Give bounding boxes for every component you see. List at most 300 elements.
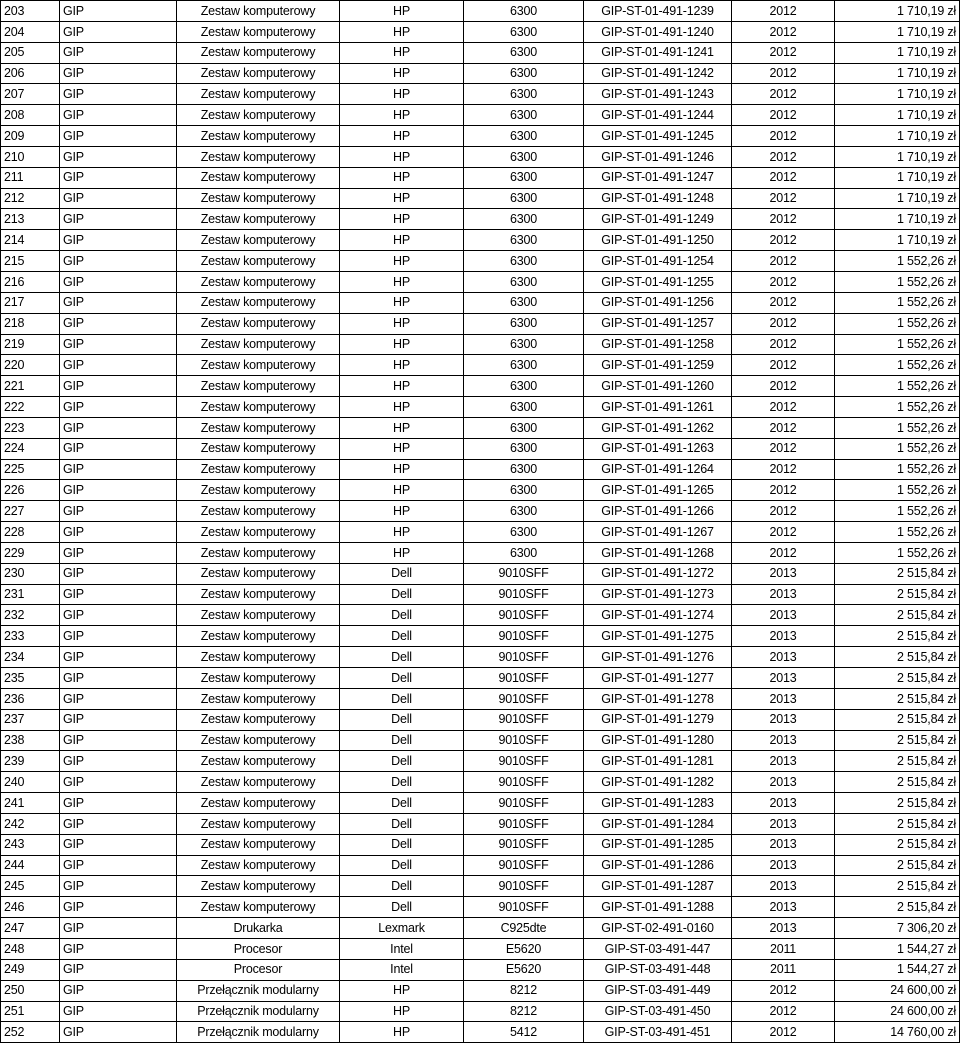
- year-cell: 2012: [732, 21, 835, 42]
- value-cell: 1 710,19 zł: [835, 126, 960, 147]
- model-cell: 9010SFF: [464, 647, 584, 668]
- table-row: [1, 126, 960, 147]
- year-cell: 2012: [732, 63, 835, 84]
- item-name-cell: Zestaw komputerowy: [177, 230, 340, 251]
- value-cell: 1 552,26 zł: [835, 438, 960, 459]
- model-cell: 6300: [464, 438, 584, 459]
- row-number-cell: 243: [1, 834, 60, 855]
- table-row: [1, 230, 960, 251]
- year-cell: 2013: [732, 813, 835, 834]
- unit-cell: GIP: [60, 501, 177, 522]
- unit-cell: GIP: [60, 918, 177, 939]
- inventory-number-cell: GIP-ST-01-491-1277: [584, 668, 732, 689]
- manufacturer-cell: HP: [340, 21, 464, 42]
- manufacturer-cell: Dell: [340, 897, 464, 918]
- manufacturer-cell: HP: [340, 230, 464, 251]
- inventory-number-cell: GIP-ST-01-491-1285: [584, 834, 732, 855]
- table-row: [1, 63, 960, 84]
- manufacturer-cell: HP: [340, 376, 464, 397]
- model-cell: 6300: [464, 84, 584, 105]
- unit-cell: GIP: [60, 647, 177, 668]
- year-cell: 2012: [732, 1001, 835, 1022]
- manufacturer-cell: Dell: [340, 793, 464, 814]
- manufacturer-cell: HP: [340, 334, 464, 355]
- row-number-cell: 226: [1, 480, 60, 501]
- inventory-number-cell: GIP-ST-03-491-447: [584, 938, 732, 959]
- table-row: [1, 105, 960, 126]
- item-name-cell: Zestaw komputerowy: [177, 688, 340, 709]
- value-cell: 1 710,19 zł: [835, 42, 960, 63]
- value-cell: 1 552,26 zł: [835, 376, 960, 397]
- model-cell: 6300: [464, 397, 584, 418]
- manufacturer-cell: Dell: [340, 813, 464, 834]
- year-cell: 2012: [732, 209, 835, 230]
- model-cell: 6300: [464, 522, 584, 543]
- row-number-cell: 237: [1, 709, 60, 730]
- manufacturer-cell: HP: [340, 1022, 464, 1043]
- year-cell: 2012: [732, 292, 835, 313]
- model-cell: 6300: [464, 21, 584, 42]
- table-row: [1, 730, 960, 751]
- manufacturer-cell: Dell: [340, 668, 464, 689]
- row-number-cell: 247: [1, 918, 60, 939]
- value-cell: 1 552,26 zł: [835, 501, 960, 522]
- item-name-cell: Zestaw komputerowy: [177, 855, 340, 876]
- manufacturer-cell: HP: [340, 251, 464, 272]
- model-cell: 6300: [464, 209, 584, 230]
- inventory-number-cell: GIP-ST-01-491-1259: [584, 355, 732, 376]
- unit-cell: GIP: [60, 209, 177, 230]
- manufacturer-cell: HP: [340, 126, 464, 147]
- row-number-cell: 206: [1, 63, 60, 84]
- inventory-number-cell: GIP-ST-01-491-1262: [584, 417, 732, 438]
- year-cell: 2013: [732, 834, 835, 855]
- model-cell: 9010SFF: [464, 897, 584, 918]
- item-name-cell: Przełącznik modularny: [177, 1001, 340, 1022]
- row-number-cell: 249: [1, 959, 60, 980]
- unit-cell: GIP: [60, 417, 177, 438]
- year-cell: 2013: [732, 584, 835, 605]
- manufacturer-cell: HP: [340, 480, 464, 501]
- year-cell: 2012: [732, 334, 835, 355]
- table-row: [1, 501, 960, 522]
- manufacturer-cell: Dell: [340, 834, 464, 855]
- year-cell: 2013: [732, 709, 835, 730]
- year-cell: 2012: [732, 42, 835, 63]
- manufacturer-cell: Dell: [340, 876, 464, 897]
- item-name-cell: Zestaw komputerowy: [177, 146, 340, 167]
- year-cell: 2012: [732, 84, 835, 105]
- year-cell: 2013: [732, 647, 835, 668]
- row-number-cell: 238: [1, 730, 60, 751]
- row-number-cell: 250: [1, 980, 60, 1001]
- model-cell: 9010SFF: [464, 668, 584, 689]
- item-name-cell: Zestaw komputerowy: [177, 876, 340, 897]
- table-row: [1, 1001, 960, 1022]
- row-number-cell: 245: [1, 876, 60, 897]
- item-name-cell: Zestaw komputerowy: [177, 480, 340, 501]
- year-cell: 2012: [732, 146, 835, 167]
- inventory-number-cell: GIP-ST-01-491-1257: [584, 313, 732, 334]
- row-number-cell: 230: [1, 563, 60, 584]
- inventory-number-cell: GIP-ST-01-491-1276: [584, 647, 732, 668]
- row-number-cell: 210: [1, 146, 60, 167]
- item-name-cell: Przełącznik modularny: [177, 980, 340, 1001]
- manufacturer-cell: Intel: [340, 959, 464, 980]
- table-row: [1, 563, 960, 584]
- unit-cell: GIP: [60, 959, 177, 980]
- row-number-cell: 213: [1, 209, 60, 230]
- year-cell: 2013: [732, 751, 835, 772]
- item-name-cell: Zestaw komputerowy: [177, 105, 340, 126]
- value-cell: 1 552,26 zł: [835, 334, 960, 355]
- table-row: [1, 251, 960, 272]
- value-cell: 2 515,84 zł: [835, 772, 960, 793]
- manufacturer-cell: HP: [340, 146, 464, 167]
- inventory-number-cell: GIP-ST-01-491-1288: [584, 897, 732, 918]
- year-cell: 2013: [732, 730, 835, 751]
- unit-cell: GIP: [60, 376, 177, 397]
- item-name-cell: Drukarka: [177, 918, 340, 939]
- value-cell: 1 552,26 zł: [835, 522, 960, 543]
- row-number-cell: 239: [1, 751, 60, 772]
- unit-cell: GIP: [60, 313, 177, 334]
- model-cell: 6300: [464, 376, 584, 397]
- unit-cell: GIP: [60, 688, 177, 709]
- year-cell: 2012: [732, 105, 835, 126]
- item-name-cell: Zestaw komputerowy: [177, 438, 340, 459]
- year-cell: 2013: [732, 688, 835, 709]
- value-cell: 14 760,00 zł: [835, 1022, 960, 1043]
- row-number-cell: 222: [1, 397, 60, 418]
- unit-cell: GIP: [60, 876, 177, 897]
- year-cell: 2012: [732, 271, 835, 292]
- year-cell: 2012: [732, 417, 835, 438]
- value-cell: 1 552,26 zł: [835, 480, 960, 501]
- item-name-cell: Zestaw komputerowy: [177, 668, 340, 689]
- value-cell: 1 552,26 zł: [835, 271, 960, 292]
- row-number-cell: 223: [1, 417, 60, 438]
- item-name-cell: Zestaw komputerowy: [177, 126, 340, 147]
- value-cell: 24 600,00 zł: [835, 980, 960, 1001]
- unit-cell: GIP: [60, 751, 177, 772]
- inventory-number-cell: GIP-ST-01-491-1261: [584, 397, 732, 418]
- model-cell: C925dte: [464, 918, 584, 939]
- item-name-cell: Procesor: [177, 938, 340, 959]
- year-cell: 2012: [732, 313, 835, 334]
- item-name-cell: Zestaw komputerowy: [177, 605, 340, 626]
- inventory-number-cell: GIP-ST-01-491-1258: [584, 334, 732, 355]
- table-row: [1, 480, 960, 501]
- manufacturer-cell: HP: [340, 167, 464, 188]
- value-cell: 2 515,84 zł: [835, 897, 960, 918]
- value-cell: 2 515,84 zł: [835, 730, 960, 751]
- item-name-cell: Procesor: [177, 959, 340, 980]
- value-cell: 2 515,84 zł: [835, 626, 960, 647]
- inventory-number-cell: GIP-ST-01-491-1249: [584, 209, 732, 230]
- item-name-cell: Zestaw komputerowy: [177, 563, 340, 584]
- item-name-cell: Zestaw komputerowy: [177, 63, 340, 84]
- row-number-cell: 240: [1, 772, 60, 793]
- unit-cell: GIP: [60, 105, 177, 126]
- model-cell: 6300: [464, 501, 584, 522]
- inventory-number-cell: GIP-ST-02-491-0160: [584, 918, 732, 939]
- manufacturer-cell: HP: [340, 42, 464, 63]
- model-cell: 9010SFF: [464, 626, 584, 647]
- inventory-number-cell: GIP-ST-01-491-1243: [584, 84, 732, 105]
- item-name-cell: Zestaw komputerowy: [177, 584, 340, 605]
- value-cell: 1 552,26 zł: [835, 542, 960, 563]
- inventory-number-cell: GIP-ST-01-491-1267: [584, 522, 732, 543]
- value-cell: 2 515,84 zł: [835, 813, 960, 834]
- manufacturer-cell: Dell: [340, 730, 464, 751]
- year-cell: 2012: [732, 480, 835, 501]
- year-cell: 2012: [732, 397, 835, 418]
- manufacturer-cell: HP: [340, 438, 464, 459]
- table-row: [1, 167, 960, 188]
- table-row: [1, 292, 960, 313]
- item-name-cell: Zestaw komputerowy: [177, 709, 340, 730]
- unit-cell: GIP: [60, 522, 177, 543]
- table-row: [1, 605, 960, 626]
- year-cell: 2012: [732, 188, 835, 209]
- model-cell: 9010SFF: [464, 730, 584, 751]
- manufacturer-cell: HP: [340, 522, 464, 543]
- inventory-number-cell: GIP-ST-01-491-1263: [584, 438, 732, 459]
- unit-cell: GIP: [60, 897, 177, 918]
- manufacturer-cell: Dell: [340, 605, 464, 626]
- manufacturer-cell: HP: [340, 209, 464, 230]
- manufacturer-cell: HP: [340, 1001, 464, 1022]
- value-cell: 1 552,26 zł: [835, 417, 960, 438]
- manufacturer-cell: Dell: [340, 751, 464, 772]
- item-name-cell: Zestaw komputerowy: [177, 313, 340, 334]
- inventory-number-cell: GIP-ST-01-491-1266: [584, 501, 732, 522]
- model-cell: 5412: [464, 1022, 584, 1043]
- unit-cell: GIP: [60, 730, 177, 751]
- year-cell: 2012: [732, 459, 835, 480]
- unit-cell: GIP: [60, 626, 177, 647]
- unit-cell: GIP: [60, 584, 177, 605]
- inventory-number-cell: GIP-ST-01-491-1242: [584, 63, 732, 84]
- model-cell: 6300: [464, 63, 584, 84]
- item-name-cell: Zestaw komputerowy: [177, 834, 340, 855]
- value-cell: 1 710,19 zł: [835, 188, 960, 209]
- item-name-cell: Zestaw komputerowy: [177, 42, 340, 63]
- model-cell: 6300: [464, 313, 584, 334]
- row-number-cell: 231: [1, 584, 60, 605]
- table-row: [1, 376, 960, 397]
- row-number-cell: 205: [1, 42, 60, 63]
- table-row: [1, 793, 960, 814]
- inventory-number-cell: GIP-ST-01-491-1272: [584, 563, 732, 584]
- value-cell: 2 515,84 zł: [835, 834, 960, 855]
- value-cell: 2 515,84 zł: [835, 793, 960, 814]
- table-row: [1, 542, 960, 563]
- row-number-cell: 220: [1, 355, 60, 376]
- inventory-number-cell: GIP-ST-01-491-1282: [584, 772, 732, 793]
- value-cell: 24 600,00 zł: [835, 1001, 960, 1022]
- table-row: [1, 355, 960, 376]
- table-row: [1, 271, 960, 292]
- value-cell: 2 515,84 zł: [835, 647, 960, 668]
- row-number-cell: 228: [1, 522, 60, 543]
- manufacturer-cell: HP: [340, 542, 464, 563]
- manufacturer-cell: HP: [340, 105, 464, 126]
- unit-cell: GIP: [60, 938, 177, 959]
- row-number-cell: 241: [1, 793, 60, 814]
- table-row: [1, 438, 960, 459]
- row-number-cell: 232: [1, 605, 60, 626]
- table-row: [1, 855, 960, 876]
- row-number-cell: 204: [1, 21, 60, 42]
- value-cell: 1 710,19 zł: [835, 209, 960, 230]
- value-cell: 1 710,19 zł: [835, 63, 960, 84]
- unit-cell: GIP: [60, 167, 177, 188]
- table-row: [1, 876, 960, 897]
- value-cell: 1 552,26 zł: [835, 355, 960, 376]
- unit-cell: GIP: [60, 292, 177, 313]
- value-cell: 2 515,84 zł: [835, 688, 960, 709]
- year-cell: 2012: [732, 126, 835, 147]
- inventory-number-cell: GIP-ST-01-491-1246: [584, 146, 732, 167]
- value-cell: 1 710,19 zł: [835, 21, 960, 42]
- inventory-number-cell: GIP-ST-01-491-1245: [584, 126, 732, 147]
- unit-cell: GIP: [60, 251, 177, 272]
- value-cell: 1 710,19 zł: [835, 1, 960, 22]
- item-name-cell: Zestaw komputerowy: [177, 84, 340, 105]
- table-row: [1, 84, 960, 105]
- row-number-cell: 244: [1, 855, 60, 876]
- unit-cell: GIP: [60, 1022, 177, 1043]
- item-name-cell: Zestaw komputerowy: [177, 355, 340, 376]
- unit-cell: GIP: [60, 334, 177, 355]
- inventory-number-cell: GIP-ST-01-491-1280: [584, 730, 732, 751]
- inventory-number-cell: GIP-ST-01-491-1248: [584, 188, 732, 209]
- table-row: [1, 584, 960, 605]
- row-number-cell: 225: [1, 459, 60, 480]
- item-name-cell: Zestaw komputerowy: [177, 626, 340, 647]
- year-cell: 2013: [732, 876, 835, 897]
- inventory-number-cell: GIP-ST-01-491-1273: [584, 584, 732, 605]
- value-cell: 1 552,26 zł: [835, 459, 960, 480]
- table-row: [1, 146, 960, 167]
- manufacturer-cell: HP: [340, 1, 464, 22]
- item-name-cell: Zestaw komputerowy: [177, 813, 340, 834]
- value-cell: 1 710,19 zł: [835, 146, 960, 167]
- manufacturer-cell: HP: [340, 417, 464, 438]
- table-row: [1, 709, 960, 730]
- table-row: [1, 813, 960, 834]
- table-row: [1, 938, 960, 959]
- model-cell: 6300: [464, 251, 584, 272]
- unit-cell: GIP: [60, 793, 177, 814]
- model-cell: 9010SFF: [464, 709, 584, 730]
- model-cell: 6300: [464, 230, 584, 251]
- item-name-cell: Zestaw komputerowy: [177, 459, 340, 480]
- unit-cell: GIP: [60, 668, 177, 689]
- row-number-cell: 216: [1, 271, 60, 292]
- row-number-cell: 251: [1, 1001, 60, 1022]
- row-number-cell: 248: [1, 938, 60, 959]
- row-number-cell: 209: [1, 126, 60, 147]
- inventory-number-cell: GIP-ST-01-491-1244: [584, 105, 732, 126]
- model-cell: E5620: [464, 938, 584, 959]
- model-cell: 6300: [464, 480, 584, 501]
- model-cell: 9010SFF: [464, 772, 584, 793]
- year-cell: 2012: [732, 376, 835, 397]
- value-cell: 2 515,84 zł: [835, 751, 960, 772]
- item-name-cell: Zestaw komputerowy: [177, 730, 340, 751]
- unit-cell: GIP: [60, 146, 177, 167]
- table-row: [1, 834, 960, 855]
- unit-cell: GIP: [60, 126, 177, 147]
- model-cell: 6300: [464, 271, 584, 292]
- inventory-number-cell: GIP-ST-01-491-1278: [584, 688, 732, 709]
- unit-cell: GIP: [60, 772, 177, 793]
- unit-cell: GIP: [60, 563, 177, 584]
- table-row: [1, 397, 960, 418]
- item-name-cell: Zestaw komputerowy: [177, 188, 340, 209]
- model-cell: 6300: [464, 167, 584, 188]
- manufacturer-cell: Dell: [340, 855, 464, 876]
- model-cell: 6300: [464, 542, 584, 563]
- row-number-cell: 207: [1, 84, 60, 105]
- model-cell: 9010SFF: [464, 855, 584, 876]
- item-name-cell: Zestaw komputerowy: [177, 292, 340, 313]
- model-cell: 8212: [464, 980, 584, 1001]
- value-cell: 2 515,84 zł: [835, 855, 960, 876]
- table-row: [1, 313, 960, 334]
- manufacturer-cell: HP: [340, 84, 464, 105]
- manufacturer-cell: Dell: [340, 563, 464, 584]
- manufacturer-cell: HP: [340, 292, 464, 313]
- row-number-cell: 229: [1, 542, 60, 563]
- model-cell: 9010SFF: [464, 584, 584, 605]
- item-name-cell: Zestaw komputerowy: [177, 1, 340, 22]
- table-row: [1, 772, 960, 793]
- manufacturer-cell: HP: [340, 501, 464, 522]
- item-name-cell: Zestaw komputerowy: [177, 772, 340, 793]
- table-row: [1, 647, 960, 668]
- value-cell: 1 710,19 zł: [835, 84, 960, 105]
- manufacturer-cell: Dell: [340, 647, 464, 668]
- row-number-cell: 208: [1, 105, 60, 126]
- year-cell: 2011: [732, 959, 835, 980]
- model-cell: 6300: [464, 417, 584, 438]
- row-number-cell: 221: [1, 376, 60, 397]
- manufacturer-cell: HP: [340, 313, 464, 334]
- model-cell: 9010SFF: [464, 563, 584, 584]
- value-cell: 1 552,26 zł: [835, 397, 960, 418]
- unit-cell: GIP: [60, 542, 177, 563]
- inventory-number-cell: GIP-ST-01-491-1284: [584, 813, 732, 834]
- year-cell: 2012: [732, 522, 835, 543]
- item-name-cell: Zestaw komputerowy: [177, 501, 340, 522]
- inventory-number-cell: GIP-ST-01-491-1250: [584, 230, 732, 251]
- row-number-cell: 227: [1, 501, 60, 522]
- inventory-number-cell: GIP-ST-01-491-1268: [584, 542, 732, 563]
- value-cell: 1 710,19 zł: [835, 230, 960, 251]
- unit-cell: GIP: [60, 188, 177, 209]
- manufacturer-cell: HP: [340, 188, 464, 209]
- table-row: [1, 522, 960, 543]
- table-row: [1, 897, 960, 918]
- row-number-cell: 252: [1, 1022, 60, 1043]
- model-cell: 9010SFF: [464, 751, 584, 772]
- value-cell: 2 515,84 zł: [835, 563, 960, 584]
- unit-cell: GIP: [60, 480, 177, 501]
